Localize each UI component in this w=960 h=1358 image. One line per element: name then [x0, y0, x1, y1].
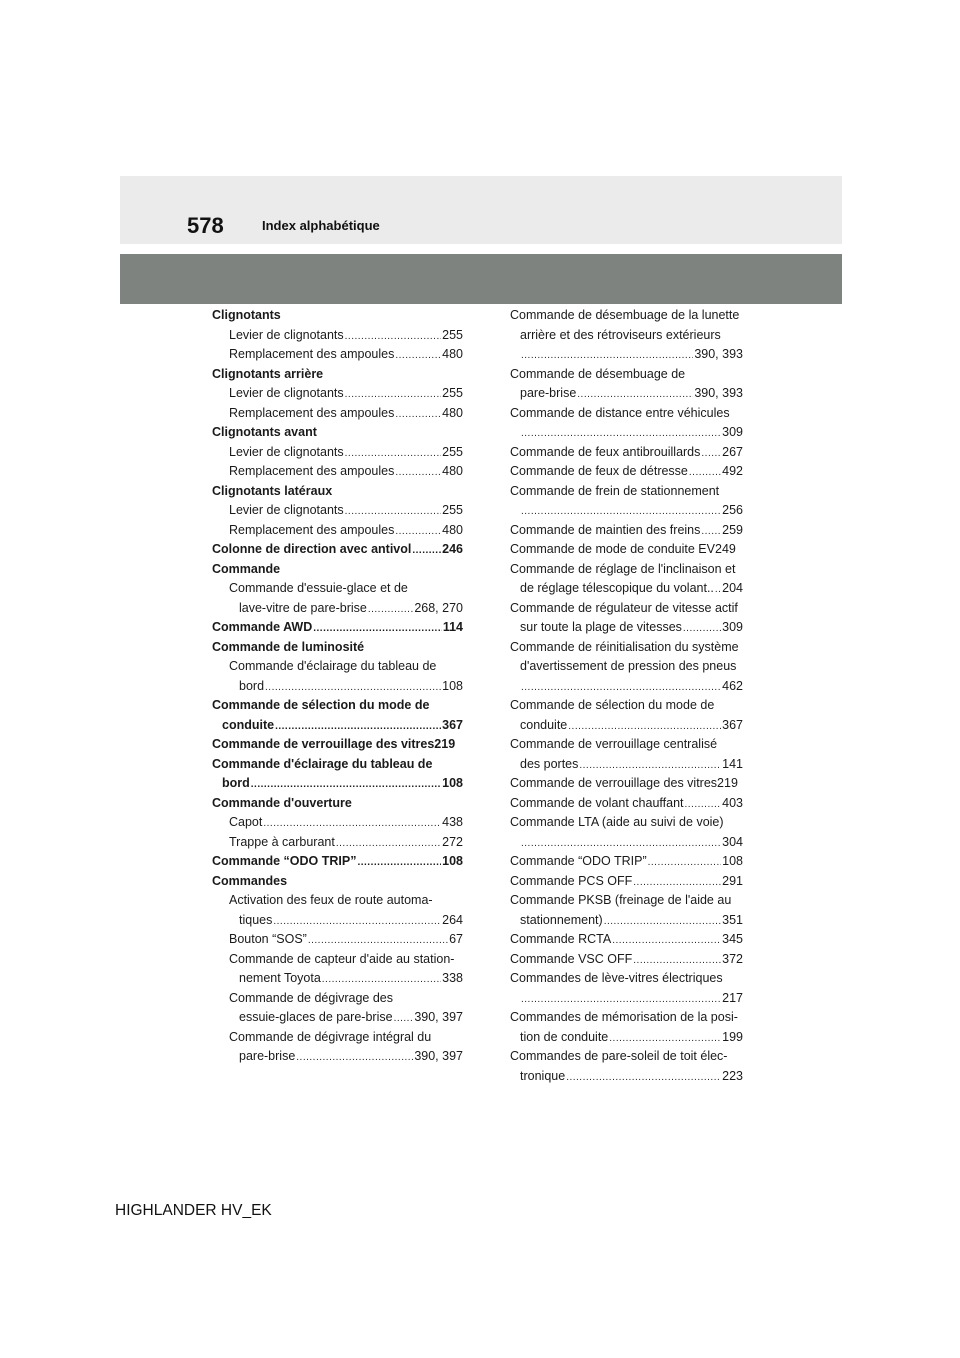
- index-entry-text: Commande de verrouillage des vitres219: [510, 776, 738, 790]
- index-entry-text: conduite: [222, 717, 275, 732]
- index-entry-text: Clignotants: [212, 308, 281, 322]
- index-entry-text: Commande PKSB (freinage de l'aide au: [510, 893, 732, 907]
- dot-leader: [683, 619, 721, 638]
- index-entry-text: Remplacement des ampoules: [229, 405, 395, 420]
- index-page-ref: 390, 397: [414, 1010, 463, 1024]
- index-page-ref: 108: [442, 776, 463, 790]
- index-page-ref: 67: [449, 932, 463, 946]
- index-entry: [212, 755, 463, 775]
- index-entry-text: tronique: [520, 1068, 566, 1083]
- index-page-ref: 372: [722, 951, 743, 966]
- index-page-ref: 264: [442, 912, 463, 927]
- index-entry: [212, 482, 463, 502]
- index-entry: [510, 618, 743, 638]
- index-page-ref: 108: [722, 854, 743, 868]
- index-entry: [212, 1047, 463, 1067]
- index-entry-text: Levier de clignotants: [229, 503, 344, 517]
- index-entry-text: Commande d'ouverture: [212, 795, 352, 810]
- index-page-ref: 255: [442, 503, 463, 517]
- index-entry: [510, 501, 743, 521]
- index-page-ref: 199: [722, 1029, 743, 1044]
- index-page-ref: 267: [722, 444, 743, 459]
- index-entry-text: Activation des feux de route automa-: [229, 893, 433, 907]
- index-entry-text: Commande de sélection du mode de: [510, 698, 715, 712]
- dot-leader: [395, 463, 441, 482]
- index-entry: [510, 1067, 743, 1087]
- index-entry: [510, 677, 743, 697]
- index-entry: [510, 872, 743, 892]
- index-page-ref: 351: [722, 912, 743, 927]
- index-entry: [510, 306, 743, 326]
- index-entry: [212, 911, 463, 931]
- index-entry: [510, 891, 743, 911]
- dot-leader: [609, 1029, 721, 1048]
- dot-leader: [263, 814, 441, 833]
- index-entry: [510, 560, 743, 580]
- dot-leader: [521, 678, 721, 697]
- index-entry: [212, 891, 463, 911]
- index-entry-text: Commande RCTA: [510, 932, 612, 946]
- index-entry-text: Commande d'éclairage du tableau de: [229, 659, 437, 673]
- dot-leader: [521, 502, 721, 521]
- index-entry-text: Commandes de lève-vitres électriques: [510, 971, 723, 985]
- index-entry: [510, 735, 743, 755]
- index-entry: [510, 852, 743, 872]
- index-page-ref: 438: [442, 815, 463, 829]
- index-page-ref: 255: [442, 386, 463, 400]
- index-entry-text: Commande LTA (aide au suivi de voie): [510, 815, 724, 829]
- index-entry-text: tion de conduite: [520, 1029, 609, 1044]
- index-entry-text: tiques: [239, 912, 273, 927]
- index-entry-text: Commande de verrouillage centralisé: [510, 737, 718, 751]
- index-entry: [212, 443, 463, 463]
- index-entry: [510, 482, 743, 502]
- index-entry: [510, 716, 743, 736]
- index-entry-text: Commande de luminosité: [212, 639, 365, 654]
- dot-leader: [313, 619, 442, 638]
- index-entry: [510, 774, 743, 794]
- index-entry: [212, 404, 463, 424]
- index-entry: [212, 969, 463, 989]
- index-entry: [212, 930, 463, 950]
- index-page-ref: 390, 393: [694, 386, 743, 400]
- dot-leader: [577, 385, 693, 404]
- dot-leader: [308, 931, 448, 950]
- dot-leader: [395, 522, 441, 541]
- index-entry-text: stationnement): [520, 912, 603, 927]
- index-entry-text: Commande AWD: [212, 620, 313, 634]
- index-entry-text: Commande de volant chauffant: [510, 795, 684, 810]
- dot-leader: [345, 385, 441, 404]
- index-entry: [510, 462, 743, 482]
- index-entry: [510, 930, 743, 950]
- index-entry: [212, 1008, 463, 1028]
- index-entry: [510, 638, 743, 658]
- index-entry-text: Commande de dégivrage des: [229, 990, 393, 1005]
- dot-leader: [395, 346, 441, 365]
- index-entry: [510, 696, 743, 716]
- page-number: 578: [187, 213, 224, 238]
- index-page-ref: 309: [722, 620, 743, 634]
- index-entry-text: Commande d'essuie-glace et de: [229, 581, 408, 595]
- index-entry-text: Commande d'éclairage du tableau de: [212, 756, 433, 771]
- index-entry: [510, 813, 743, 833]
- index-entry-text: lave-vitre de pare-brise: [239, 600, 367, 615]
- index-entry-text: pare-brise: [239, 1049, 296, 1063]
- index-entry: [510, 384, 743, 404]
- header-band: [120, 176, 842, 244]
- dot-leader: [612, 931, 721, 950]
- index-entry: [510, 365, 743, 385]
- index-entry-text: Capot: [229, 815, 263, 829]
- index-page-ref: 403: [722, 795, 743, 810]
- index-page-ref: 492: [722, 464, 743, 478]
- index-entry: [212, 716, 463, 736]
- index-entry-text: de réglage télescopique du volant..: [520, 581, 714, 595]
- index-entry: [510, 989, 743, 1009]
- index-entry: [510, 443, 743, 463]
- index-entry: [212, 1028, 463, 1048]
- index-entry: [212, 833, 463, 853]
- index-column-right: [510, 306, 743, 1086]
- index-entry-text: Commande de mode de conduite EV249: [510, 542, 736, 556]
- index-entry-text: Commande de désembuage de la lunette: [510, 308, 740, 322]
- index-entry-text: pare-brise: [520, 386, 577, 400]
- index-page-ref: 291: [722, 873, 743, 888]
- index-page-ref: 268, 270: [414, 600, 463, 615]
- dot-leader: [275, 717, 441, 736]
- index-entry: [212, 989, 463, 1009]
- index-entry-text: d'avertissement de pression des pneus: [520, 659, 737, 673]
- dot-leader: [265, 678, 441, 697]
- index-page-ref: 480: [442, 522, 463, 537]
- index-entry-text: Commande de feux antibrouillards: [510, 444, 701, 459]
- index-entry: [510, 911, 743, 931]
- index-entry-text: Commande de frein de stationnement: [510, 483, 720, 498]
- index-entry-text: Levier de clignotants: [229, 386, 344, 400]
- index-page-ref: 367: [722, 717, 743, 732]
- section-bar: [120, 254, 842, 304]
- index-entry: [212, 950, 463, 970]
- index-entry-text: Commande “ODO TRIP”: [510, 854, 647, 868]
- index-entry-text: Clignotants avant: [212, 425, 317, 439]
- index-page-ref: 256: [722, 503, 743, 517]
- index-page-ref: 255: [442, 444, 463, 459]
- dot-leader: [368, 600, 413, 619]
- index-entry: [510, 326, 743, 346]
- index-entry: [212, 735, 463, 755]
- index-entry: [510, 755, 743, 775]
- dot-leader: [689, 463, 721, 482]
- index-entry-text: bord: [222, 776, 250, 790]
- index-entry: [510, 833, 743, 853]
- dot-leader: [648, 853, 722, 872]
- index-entry-text: Commande de dégivrage intégral du: [229, 1029, 432, 1044]
- index-entry-text: Remplacement des ampoules: [229, 347, 395, 361]
- index-page-ref: 141: [722, 756, 743, 771]
- index-entry: [212, 521, 463, 541]
- dot-leader: [633, 951, 721, 970]
- index-entry-text: essuie-glaces de pare-brise: [239, 1010, 393, 1024]
- index-entry: [212, 365, 463, 385]
- index-entry: [510, 404, 743, 424]
- dot-leader: [633, 873, 721, 892]
- index-entry: [510, 579, 743, 599]
- index-entry: [212, 774, 463, 794]
- index-entry-text: Commande PCS OFF: [510, 873, 633, 888]
- index-page-ref: 304: [722, 834, 743, 849]
- index-page-ref: 217: [722, 990, 743, 1005]
- index-page-ref: 255: [442, 327, 463, 342]
- index-entry: [212, 794, 463, 814]
- dot-leader: [357, 853, 441, 872]
- index-entry-text: Commandes: [212, 873, 288, 888]
- index-entry: [212, 501, 463, 521]
- index-page-ref: 462: [722, 678, 743, 693]
- index-page-ref: 345: [722, 932, 743, 946]
- dot-leader: [394, 1009, 414, 1028]
- model-footer: HIGHLANDER HV_EK: [115, 1202, 272, 1219]
- index-page-ref: 108: [442, 854, 463, 868]
- index-entry: [212, 423, 463, 443]
- index-entry-text: Commande de régulateur de vitesse actif: [510, 600, 738, 615]
- index-entry: [212, 696, 463, 716]
- index-entry: [510, 540, 743, 560]
- index-entry: [510, 950, 743, 970]
- index-entry: [212, 852, 463, 872]
- index-entry: [212, 540, 463, 560]
- dot-leader: [521, 424, 721, 443]
- index-entry-text: Commande de distance entre véhicules: [510, 405, 730, 420]
- index-entry-text: Commande: [212, 561, 281, 576]
- dot-leader: [345, 327, 441, 346]
- index-entry-text: Commande VSC OFF: [510, 951, 633, 966]
- index-entry: [212, 872, 463, 892]
- index-entry-text: Bouton “SOS”: [229, 932, 307, 946]
- index-entry: [212, 638, 463, 658]
- index-entry: [212, 813, 463, 833]
- index-entry: [212, 657, 463, 677]
- index-entry: [212, 326, 463, 346]
- dot-leader: [395, 405, 441, 424]
- index-entry-text: Commandes de pare-soleil de toit élec-: [510, 1049, 728, 1063]
- index-entry: [212, 560, 463, 580]
- index-entry-text: bord: [239, 678, 265, 693]
- dot-leader: [251, 775, 441, 794]
- index-page-ref: 390, 397: [414, 1049, 463, 1063]
- dot-leader: [566, 1068, 721, 1087]
- index-entry: [510, 1008, 743, 1028]
- index-column-left: [212, 306, 463, 1067]
- index-page-ref: 272: [442, 834, 463, 849]
- index-entry-text: Commande de verrouillage des vitres219: [212, 737, 456, 751]
- dot-leader: [568, 717, 721, 736]
- dot-leader: [273, 912, 441, 931]
- index-entry: [510, 969, 743, 989]
- index-entry-text: conduite: [520, 717, 568, 732]
- index-entry: [510, 657, 743, 677]
- index-entry-text: Levier de clignotants: [229, 444, 344, 459]
- index-entry-text: Trappe à carburant: [229, 834, 335, 849]
- dot-leader: [604, 912, 721, 931]
- index-entry: [510, 423, 743, 443]
- index-entry-text: Commande de capteur d'aide au station-: [229, 951, 455, 966]
- dot-leader: [715, 580, 721, 599]
- index-entry-text: Clignotants latéraux: [212, 483, 333, 498]
- index-entry: [212, 345, 463, 365]
- index-page-ref: 480: [442, 464, 463, 478]
- index-entry-text: arrière et des rétroviseurs extérieurs: [520, 327, 721, 342]
- index-entry-text: sur toute la plage de vitesses: [520, 620, 682, 634]
- index-entry-text: Commande de feux de détresse: [510, 464, 688, 478]
- index-entry: [510, 599, 743, 619]
- index-page-ref: 204: [722, 581, 743, 595]
- index-entry: [212, 579, 463, 599]
- index-entry: [212, 599, 463, 619]
- index-entry: [212, 462, 463, 482]
- section-title: Index alphabétique: [262, 218, 380, 233]
- dot-leader: [345, 502, 441, 521]
- index-entry: [510, 1028, 743, 1048]
- index-page-ref: 480: [442, 405, 463, 420]
- index-entry-text: Remplacement des ampoules: [229, 464, 395, 478]
- index-entry: [510, 794, 743, 814]
- index-page-ref: 309: [722, 425, 743, 439]
- dot-leader: [521, 990, 721, 1009]
- index-entry-text: Colonne de direction avec antivol: [212, 542, 412, 556]
- index-page-ref: 223: [722, 1068, 743, 1083]
- index-page-ref: 259: [722, 522, 743, 537]
- dot-leader: [579, 756, 721, 775]
- index-page-ref: 390, 393: [694, 347, 743, 361]
- dot-leader: [345, 444, 441, 463]
- dot-leader: [336, 834, 441, 853]
- index-page-ref: 338: [442, 971, 463, 985]
- index-entry-text: des portes: [520, 756, 579, 771]
- index-entry-text: Commande de réinitialisation du système: [510, 639, 739, 654]
- dot-leader: [322, 970, 441, 989]
- dot-leader: [296, 1048, 413, 1067]
- index-entry: [510, 1047, 743, 1067]
- index-entry-text: nement Toyota: [239, 971, 321, 985]
- index-entry: [510, 345, 743, 365]
- index-entry-text: Commande de sélection du mode de: [212, 698, 430, 712]
- index-entry: [212, 384, 463, 404]
- index-entry: [510, 521, 743, 541]
- index-page-ref: 246: [442, 542, 463, 556]
- index-page-ref: 108: [442, 678, 463, 693]
- index-page-ref: 480: [442, 347, 463, 361]
- index-entry-text: Commandes de mémorisation de la posi-: [510, 1010, 738, 1024]
- dot-leader: [701, 522, 721, 541]
- dot-leader: [701, 444, 721, 463]
- index-entry-text: Commande de maintien des freins: [510, 522, 701, 537]
- dot-leader: [685, 795, 722, 814]
- index-entry: [212, 306, 463, 326]
- index-entry: [212, 677, 463, 697]
- index-page-ref: 114: [442, 620, 463, 634]
- index-entry-text: Levier de clignotants: [229, 327, 344, 342]
- index-entry-text: Remplacement des ampoules: [229, 522, 395, 537]
- index-page-ref: 367: [442, 717, 463, 732]
- dot-leader: [521, 346, 693, 365]
- dot-leader: [412, 541, 441, 560]
- index-entry-text: Commande “ODO TRIP”: [212, 854, 357, 868]
- index-entry-text: Commande de désembuage de: [510, 366, 686, 381]
- index-entry: [212, 618, 463, 638]
- index-entry-text: Clignotants arrière: [212, 366, 324, 381]
- dot-leader: [521, 834, 721, 853]
- index-entry-text: Commande de réglage de l'inclinaison et: [510, 561, 736, 576]
